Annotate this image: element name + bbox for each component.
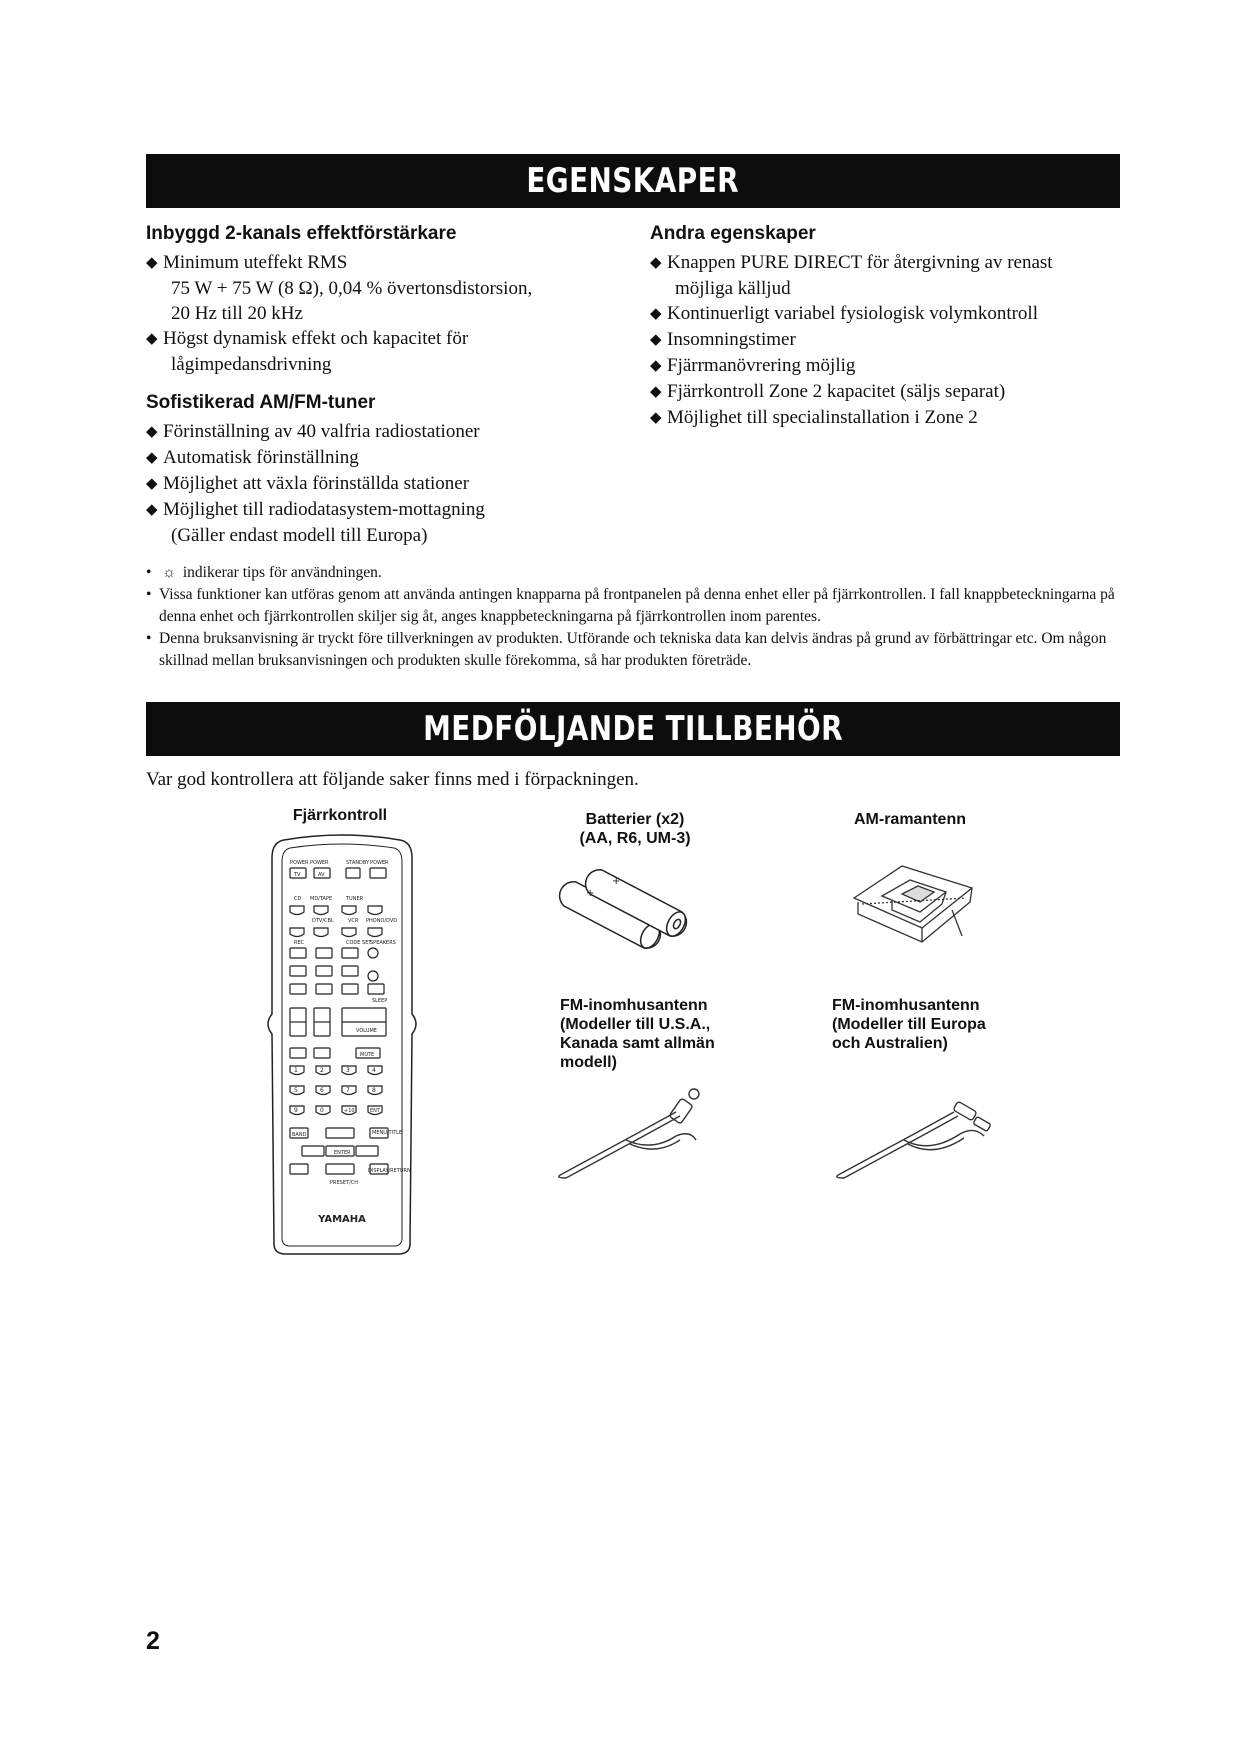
bullet-dot-icon: • [146,586,152,603]
remote-key-label: 5 [294,1087,298,1094]
feature-text: Kontinuerligt variabel fysiologisk volymkontroll [667,303,1038,324]
feature-text: Möjlighet till radiodatasystem-mottagning [163,499,485,520]
remote-key-label: 4 [372,1067,376,1074]
diamond-bullet-icon: ◆ [650,255,662,271]
fm-usa-label-line: Kanada samt allmän [560,1035,715,1052]
page-number: 2 [146,1627,160,1655]
feature-item [650,405,1120,431]
feature-item [146,497,626,548]
diamond-bullet-icon: ◆ [146,331,158,347]
feature-text: Insomningstimer [667,329,796,350]
remote-text: DISPLAY/RETURN [368,1168,411,1174]
diamond-bullet-icon: ◆ [650,332,662,348]
fm-usa-label-line: modell) [560,1054,617,1071]
tip-lightbulb-icon: ☼ [162,565,176,581]
remote-text: STANDBY [346,860,370,866]
feature-list [146,250,626,377]
note-item [146,584,1120,628]
feature-item [650,353,1120,379]
section-title: MEDFÖLJANDE TILLBEHÖR [423,709,843,749]
remote-key-label: ENT [370,1108,380,1114]
feature-text: Högst dynamisk effekt och kapacitet för [163,328,469,349]
feature-subtext: möjliga källjud [675,278,791,299]
fm-usa-label-line: FM-inomhusantenn [560,997,708,1014]
remote-text: POWER [290,860,309,866]
remote-text: POWER [310,860,329,866]
remote-brand-logo: YAMAHA [318,1214,366,1225]
bullet-dot-icon: • [146,564,152,581]
remote-text: SPEAKERS [370,940,396,946]
feature-text: Fjärrmanövrering möjlig [667,355,856,376]
note-text: Denna bruksanvisning är tryckt före tillverkningen av produkten. Utförande och tekniska data kan delvis ändras på grund av förbättringar etc. Om någon skillnad mellan bruksanvisningen och produkten skulle förekomma, så har produkten företräde. [159,630,1107,669]
features-left-column [146,222,626,562]
am-antenna-label: AM-ramantenn [853,811,966,828]
fm-antenna-usa-illustration [556,1086,726,1182]
remote-key-label: 2 [320,1067,324,1074]
feature-text: Möjlighet att växla förinställda stationer [163,473,470,494]
remote-key-label: 6 [320,1087,324,1094]
bullet-dot-icon: • [146,630,152,647]
remote-text: MUTE [360,1052,375,1058]
section-banner-features [146,154,1120,208]
feature-item [146,419,626,445]
diamond-bullet-icon: ◆ [146,502,158,518]
feature-item [146,445,626,471]
diamond-bullet-icon: ◆ [146,424,158,440]
remote-text: VOLUME [356,1028,377,1034]
remote-text: VCR [348,918,359,924]
feature-item [650,250,1120,301]
remote-text: AV [318,872,325,878]
remote-key-label: 9 [294,1107,298,1114]
plus-terminal-icon: + [586,888,595,899]
feature-text: Förinställning av 40 valfria radiostationer [163,421,480,442]
diamond-bullet-icon: ◆ [146,255,158,271]
batteries-illustration [556,862,706,958]
diamond-bullet-icon: ◆ [650,410,662,426]
remote-text: ENTER [334,1150,351,1156]
feature-list [650,250,1120,431]
batteries-label-line: (AA, R6, UM-3) [579,830,691,847]
fm-antenna-europe-illustration [834,1086,1004,1182]
fm-antenna-europe-label [832,996,1032,1053]
remote-text: POWER [370,860,389,866]
features-right-column [650,222,1120,445]
remote-text: MD/TAPE [310,896,333,902]
feature-subtext: (Gäller endast modell till Europa) [171,525,428,546]
notes-list [146,562,1120,672]
remote-control-illustration [262,834,422,1258]
remote-key-label: +10 [344,1108,355,1114]
remote-key-label: 3 [346,1067,350,1074]
feature-item [146,471,626,497]
diamond-bullet-icon: ◆ [650,306,662,322]
remote-text: PHONO/DVD [366,918,398,924]
feature-text: Möjlighet till specialinstallation i Zone 2 [667,407,978,428]
feature-heading: Inbyggd 2-kanals effektförstärkare [146,223,457,244]
note-text: indikerar tips för användningen. [182,564,382,581]
feature-list [146,419,626,548]
diamond-bullet-icon: ◆ [146,450,158,466]
batteries-label [545,810,725,848]
remote-text: DTV/CBL [312,918,334,924]
fm-europe-label-line: (Modeller till Europa [832,1016,986,1033]
diamond-bullet-icon: ◆ [650,358,662,374]
feature-item [650,301,1120,327]
feature-item [146,250,626,326]
section-banner-accessories [146,702,1120,756]
fm-europe-label-line: och Australien) [832,1035,948,1052]
remote-text: CD [294,896,302,902]
feature-text: Fjärrkontroll Zone 2 kapacitet (säljs separat) [667,381,1006,402]
accessories-intro: Var god kontrollera att följande saker finns med i förpackningen. [146,769,639,790]
remote-text: TUNER [346,896,364,902]
remote-text: MENU/TITLE [372,1130,403,1136]
feature-heading: Sofistikerad AM/FM-tuner [146,392,376,413]
remote-key-label: 1 [294,1067,298,1074]
fm-usa-label-line: (Modeller till U.S.A., [560,1016,711,1033]
feature-item [650,327,1120,353]
feature-text: Automatisk förinställning [163,447,359,468]
feature-item [146,326,626,377]
note-item [146,562,1120,584]
fm-antenna-usa-label [560,996,760,1072]
remote-key-label: 8 [372,1087,376,1094]
fm-europe-label-line: FM-inomhusantenn [832,997,980,1014]
feature-text: Minimum uteffekt RMS [163,252,348,273]
diamond-bullet-icon: ◆ [146,476,158,492]
section-title: EGENSKAPER [526,161,740,201]
remote-text: CODE SET [346,940,372,946]
remote-key-label: 7 [346,1087,350,1094]
feature-subtext: lågimpedansdrivning [171,354,332,375]
remote-text: BAND [292,1132,307,1138]
feature-text: Knappen PURE DIRECT för återgivning av renast [667,252,1053,273]
remote-text: SLEEP [372,998,388,1004]
feature-heading: Andra egenskaper [650,223,816,244]
remote-text: PRESET/CH [330,1180,358,1186]
feature-subtext: 75 W + 75 W (8 Ω), 0,04 % övertonsdistorsion, [171,278,533,299]
diamond-bullet-icon: ◆ [650,384,662,400]
remote-label: Fjärrkontroll [292,807,388,824]
remote-text: TV [294,872,301,878]
note-text: Vissa funktioner kan utföras genom att använda antingen knapparna på frontpanelen på denna enhet eller på fjärrkontrollen. I fall knappbeteckningarna på denna enhet och fjärrkontrollen skiljer sig åt, anges knappbeteckningarna på fjärrkontrollen inom parentes. [159,586,1115,625]
remote-text: REC [294,940,305,946]
am-loop-antenna-illustration [842,858,982,958]
feature-item [650,379,1120,405]
remote-key-label: 0 [320,1107,324,1114]
batteries-label-line: Batterier (x2) [585,811,685,828]
plus-terminal-icon: + [612,876,621,887]
feature-subtext: 20 Hz till 20 kHz [171,303,303,324]
note-item [146,628,1120,672]
